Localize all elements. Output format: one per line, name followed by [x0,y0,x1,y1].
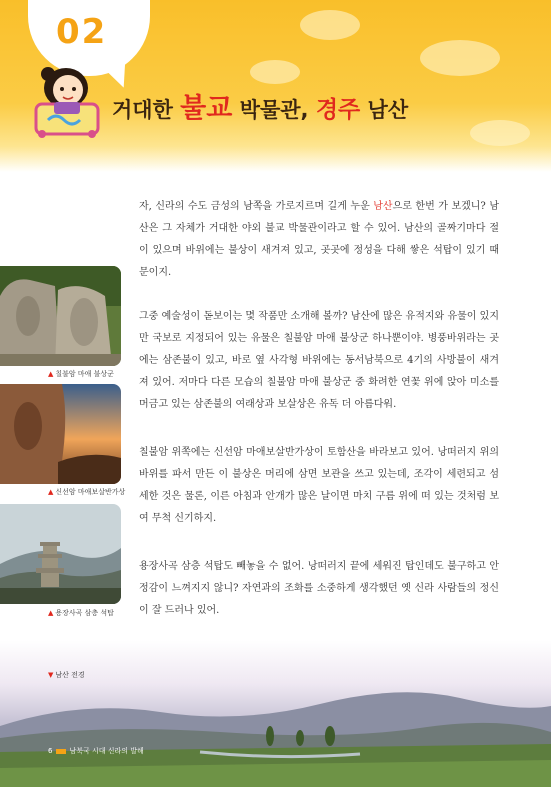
photo-namsan-panorama [0,640,551,787]
title-highlight-gyeongju: 경주 [315,97,361,123]
paragraph-3: 칠불암 위쪽에는 신선암 마애보살반가상이 토함산을 바라보고 있어. 낭떠러지 위의 바위를 파서 만든 이 불상은 머리에 삼면 보관을 쓰고 있는데, 조각이 세련되고 섬세한 것은 물론, 이른 아침과 안개가 많은 날이면 마치 구름 위에 떠 있는 것처럼 보여 무척 신기하지. [139,447,499,524]
chapter-title [112,86,408,125]
cloud-decoration [470,120,530,146]
girl-mascot-icon [28,62,112,138]
photo-sinseonam-bodhisattva [0,384,121,484]
title-text: 남산 [360,98,409,122]
paragraph-1 [139,196,499,284]
photo-yongjangsa-pagoda [0,504,121,604]
page-footer [48,746,144,756]
caption-photo-4: ▼ 남산 전경 [48,670,85,680]
cloud-decoration [250,60,300,84]
footer-marker [56,749,66,754]
title-text: 거대한 [112,98,181,122]
caption-photo-2: ▲ 신선암 마애보살반가상 [48,487,125,497]
cloud-decoration [300,10,360,40]
photo-chilbulam-rock-buddhas [0,266,121,366]
footer-text: 남북국 시대 신라의 발해 [69,747,144,755]
title-highlight-buddhism: 불교 [180,93,233,124]
paragraph-2: 그중 예술성이 돋보이는 몇 작품만 소개해 볼까? 남산에 많은 유적지와 유물이 있지만 국보로 지정되어 있는 유물은 칠불암 마애 불상군 하나뿐이야. 병풍바위라는 곳에는 삼존불이 있고, 바로 옆 사각형 바위에는 동서남북으로 4기의 사방불이 새겨져 있어. 저마다 다른 모습의 칠불암 마애 불상군 중 화려한 연꽃 위에 앉아 미소를 머금고 있는 삼존불의 여래상과 보살상은 유독 더 아름다워. [139,311,499,410]
paragraph-4: 용장사곡 삼층 석탑도 빼놓을 수 없어. 낭떠러지 끝에 세워진 탑인데도 불구하고 안정감이 느껴지지 않니? 자연과의 조화를 소중하게 생각했던 옛 신라 사람들의 정신이 잘 드러나 있어. [139,561,499,616]
chapter-number: 02 [56,12,108,52]
paragraph-text: 으로 한번 가 보겠니? 남산은 그 자체가 거대한 야외 불교 박물관이라고 할 수 있어. 남산의 골짜기마다 절이 있으며 바위에는 불상이 새겨져 있고, 곳곳에 정성을 다해 쌓은 석탑이 있기 때문이지. [139,201,499,278]
caption-photo-1: ▲ 칠불암 마애 불상군 [48,369,114,379]
caption-photo-3: ▲ 용장사곡 삼층 석탑 [48,608,114,618]
highlight-namsan: 남산 [373,201,393,212]
title-text: 박물관, [232,98,316,122]
page-number: 6 [48,747,53,755]
paragraph-text: 자, 신라의 수도 금성의 남쪽을 가로지르며 길게 누운 [139,201,374,212]
cloud-decoration [420,40,500,76]
